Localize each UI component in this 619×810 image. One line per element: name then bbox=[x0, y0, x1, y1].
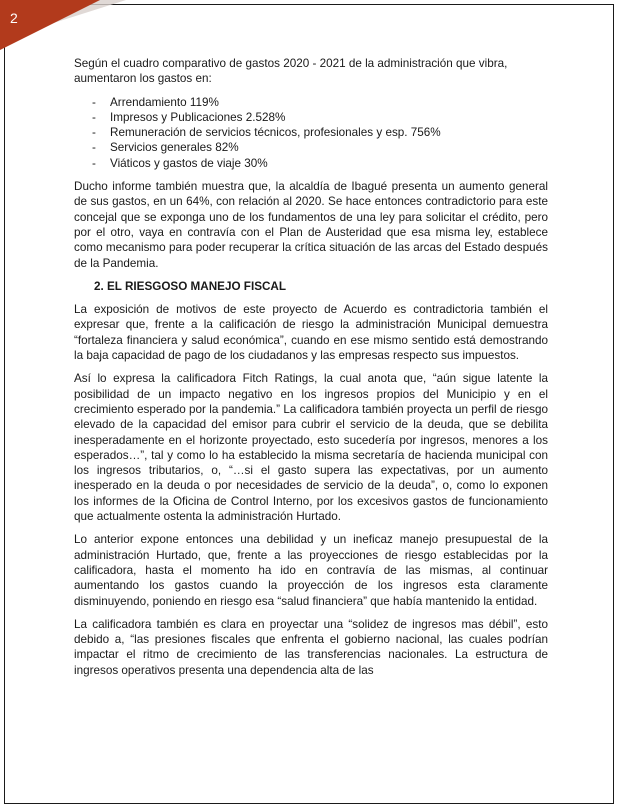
list-item: - Viáticos y gastos de viaje 30% bbox=[92, 156, 548, 171]
paragraph: La calificadora también es clara en proyectar una “solidez de ingresos mas débil”, esto debido a, “las presiones fiscales que enfrenta el gobierno nacional, las cuales podrían impactar el ritmo de crecimiento de las transferencias nacionales. La estructura de ingresos operativos presenta una dependencia alta de las bbox=[74, 617, 548, 677]
paragraph: Lo anterior expone entonces una debilidad y un ineficaz manejo presupuestal de la administración Hurtado, que, frente a las proyecciones de riesgo establecidas por la calificadora, hasta el momento ha ido en contravía de las mismas, al continuar aumentando los gastos cuando la proyección de los ingresos esta claramente disminuyendo, poniendo en riesgo esa “salud financiera” que había mantenido la entidad. bbox=[74, 533, 548, 608]
paragraph: La exposición de motivos de este proyecto de Acuerdo es contradictoria también el expresar que, frente a la calificación de riesgo la administración Municipal demuestra “fortaleza financiera y salud económica”, cuando en ese mismo sentido está demostrando la baja capacidad de pago de los ciudadanos y las empresas respecto sus impuestos. bbox=[74, 303, 548, 363]
intro-paragraph: Según el cuadro comparativo de gastos 2020 - 2021 de la administración que vibra, aumentaron los gastos en: bbox=[74, 57, 508, 86]
document-body bbox=[74, 56, 548, 686]
list-item: - Arrendamiento 119% bbox=[92, 95, 548, 110]
section-heading: 2. EL RIESGOSO MANEJO FISCAL bbox=[94, 279, 287, 293]
paragraph: Ducho informe también muestra que, la alcaldía de Ibagué presenta un aumento general de sus gastos, en un 64%, con relación al 2020. Se hace entonces contradictorio para este concejal que se exponga uno de los fundamentos de una ley para solicitar el crédito, pero por el otro, vaya en contravía con el Plan de Austeridad que esa misma ley, establece como mecanismo para poder recuperar la crítica situación de las arcas del Estado después de la Pandemia. bbox=[74, 180, 548, 270]
expense-list bbox=[74, 95, 548, 171]
list-item: - Servicios generales 82% bbox=[92, 140, 548, 155]
paragraph: Así lo expresa la calificadora Fitch Ratings, la cual anota que, “aún sigue latente la posibilidad de un impacto negativo en los ingresos propios del Municipio y en el crecimiento esperado por la pandemia.” La calificadora también proyecta un perfil de riesgo elevado de la capacidad del emisor para cubrir el servicio de la deuda, que se debilita inesperadamente en el horizonte proyectado, esto sucedería por ingresos, menores a los esperados…”, tal y como lo ha establecido la misma secretaría de hacienda municipal con los ingresos tributarios, o, “…si el gasto supera las expectativas, por un aumento inesperado en la deuda o por necesidades de servicio de la deuda”, o, como lo exponen los informes de la Oficina de Control Interno, por los excesivos gastos de funcionamiento que actualmente ostenta la administración Hurtado. bbox=[74, 372, 548, 524]
list-item: - Remuneración de servicios técnicos, profesionales y esp. 756% bbox=[92, 125, 548, 140]
page-number: 2 bbox=[10, 10, 18, 26]
list-item: - Impresos y Publicaciones 2.528% bbox=[92, 110, 548, 125]
